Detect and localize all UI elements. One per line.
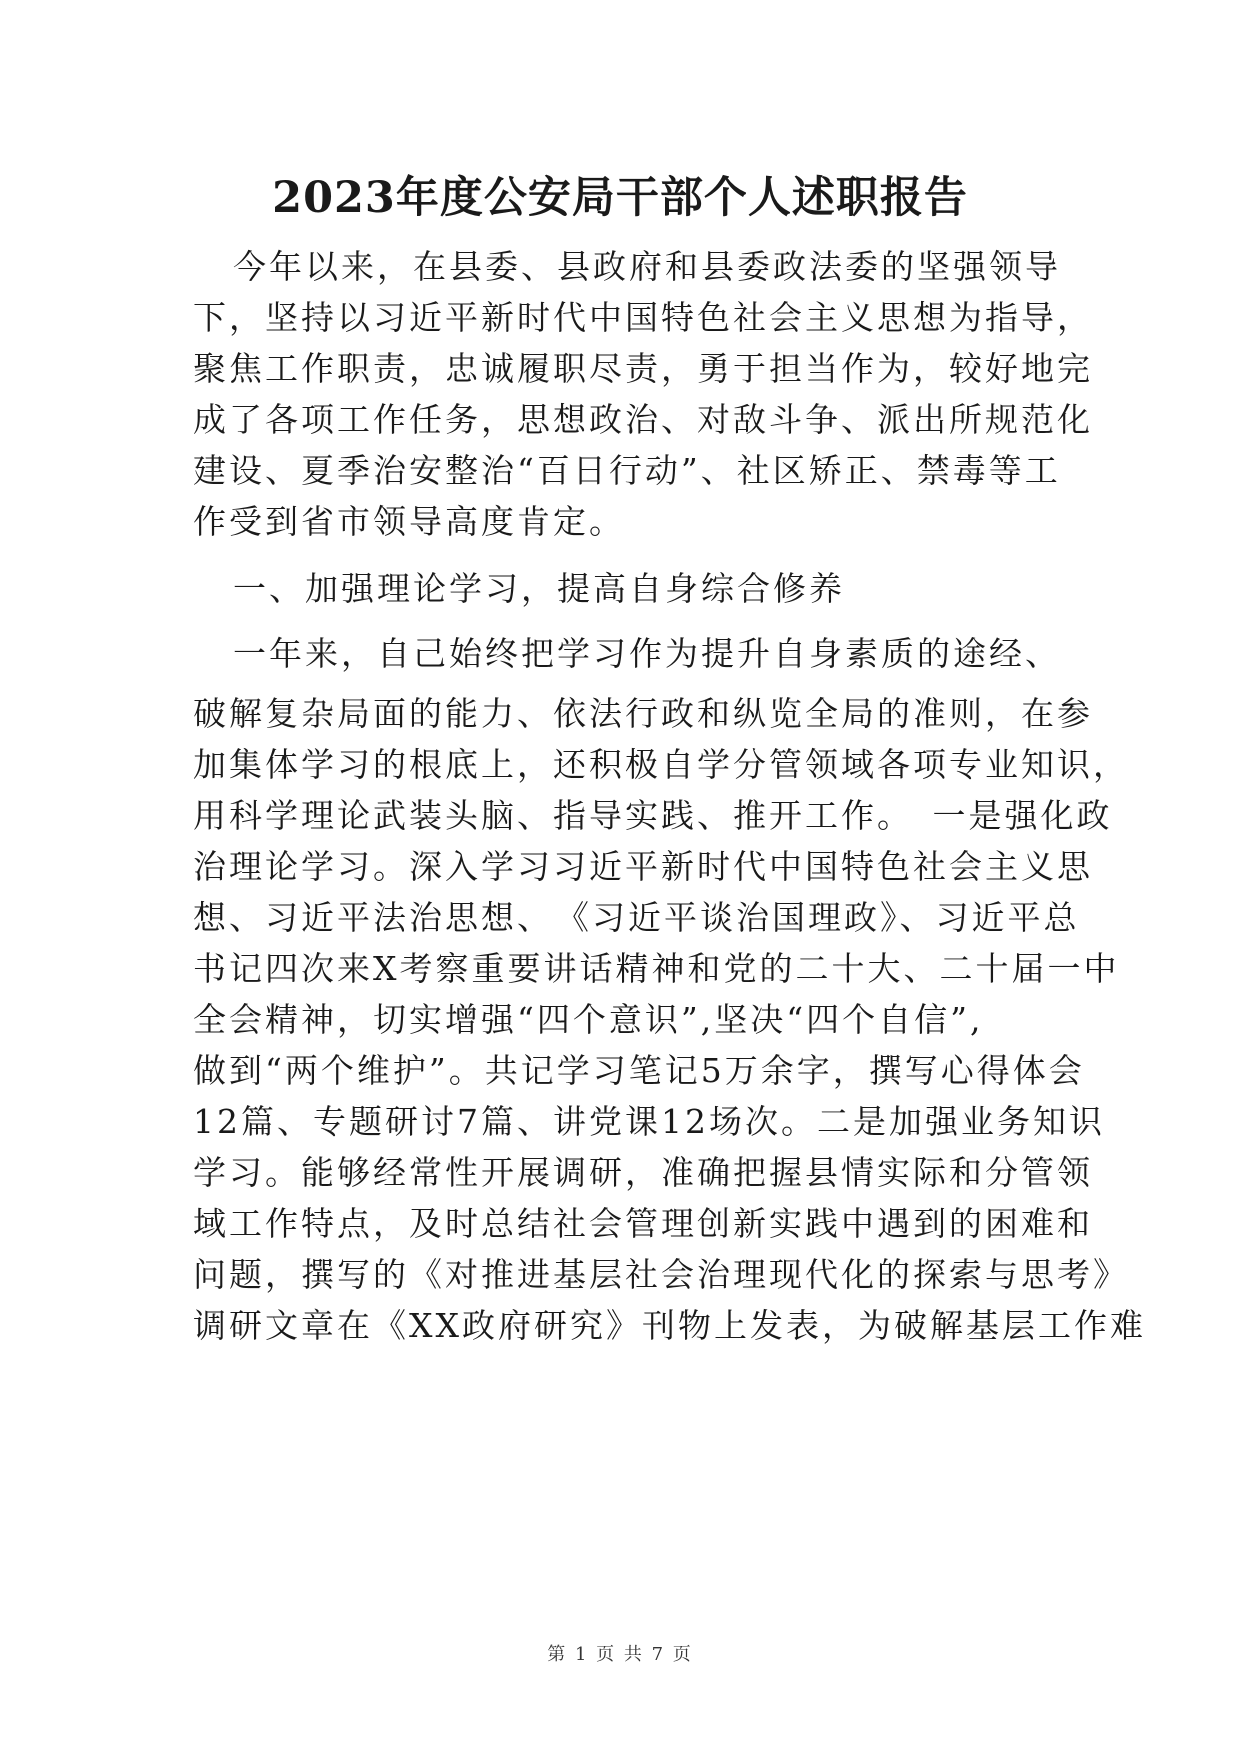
- text-line: 书记四次来X考察重要讲话精神和党的二十大、二十届一中: [193, 949, 1120, 988]
- text-line: 全会精神，切实增强“四个意识”,坚决“四个自信”,: [193, 1000, 984, 1039]
- text-line: 治理论学习。深入学习习近平新时代中国特色社会主义思: [193, 847, 1093, 886]
- text-line: 作受到省市领导高度肯定。: [193, 502, 625, 541]
- text-line: 加集体学习的根底上，还积极自学分管领域各项专业知识，: [193, 745, 1129, 784]
- text-line: 想、习近平法治思想、 《习近平谈治国理政》、习近平总: [193, 898, 1080, 937]
- text-line: 域工作特点，及时总结社会管理创新实践中遇到的困难和: [193, 1204, 1093, 1243]
- text-line: 调研文章在《XX政府研究》刊物上发表，为破解基层工作难: [193, 1306, 1146, 1345]
- text-line: 一年来，自己始终把学习作为提升自身素质的途经、: [233, 634, 1061, 673]
- text-line: 下，坚持以习近平新时代中国特色社会主义思想为指导，: [193, 298, 1093, 337]
- section-heading: 一、加强理论学习，提高自身综合修养: [233, 569, 845, 608]
- text-line: 12篇、专题研讨7篇、讲党课12场次。二是加强业务知识: [193, 1102, 1105, 1141]
- document-title: 2023年度公安局干部个人述职报告: [272, 173, 968, 223]
- text-line: 成了各项工作任务，思想政治、对敌斗争、派出所规范化: [193, 400, 1093, 439]
- text-line: 建设、夏季治安整治“百日行动”、社区矫正、禁毒等工: [193, 451, 1061, 490]
- text-line: 做到“两个维护”。共记学习笔记5万余字，撰写心得体会: [193, 1051, 1085, 1090]
- text-line: 破解复杂局面的能力、依法行政和纵览全局的准则，在参: [193, 694, 1093, 733]
- text-line: 今年以来，在县委、县政府和县委政法委的坚强领导: [233, 247, 1061, 286]
- text-line: 用科学理论武装头脑、指导实践、推开工作。 一是强化政: [193, 796, 1113, 835]
- page-number: 第 1 页 共 7 页: [547, 1644, 693, 1665]
- text-line: 问题，撰写的《对推进基层社会治理现代化的探索与思考》: [193, 1255, 1129, 1294]
- text-line: 学习。能够经常性开展调研，准确把握县情实际和分管领: [193, 1153, 1093, 1192]
- text-line: 聚焦工作职责，忠诚履职尽责，勇于担当作为，较好地完: [193, 349, 1093, 388]
